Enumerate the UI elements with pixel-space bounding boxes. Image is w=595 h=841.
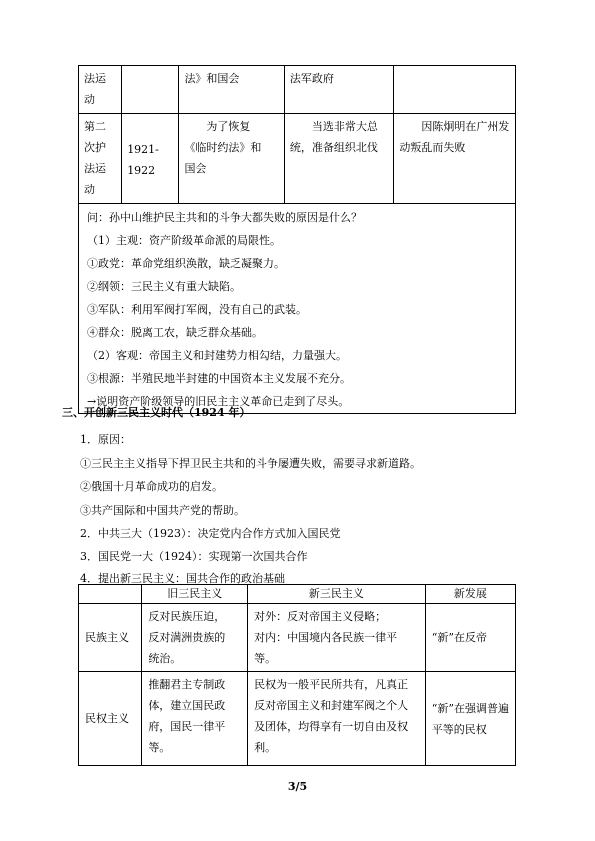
paragraph-line: ③共产国际和中国共产党的帮助。 bbox=[80, 504, 245, 517]
analysis-line: 问：孙中山维护民主共和的斗争大都失败的原因是什么？ bbox=[87, 211, 362, 224]
analysis-line: （1）主观：资产阶级革命派的局限性。 bbox=[87, 234, 281, 247]
new-principle-cell bbox=[248, 672, 426, 766]
cell-line: 反对帝国主义和封建军阀之个人 bbox=[254, 699, 409, 712]
result-cell bbox=[394, 66, 516, 114]
cell-line: 对外：反对帝国主义侵略； bbox=[254, 610, 387, 623]
cell-line: 体，建立国民政 bbox=[148, 699, 226, 712]
cell-line: 法运 bbox=[84, 162, 106, 175]
cell-line: “新”在强调普遍 bbox=[431, 701, 509, 715]
table-row bbox=[79, 114, 516, 204]
cell-line: 因陈炯明在广州发 bbox=[399, 120, 510, 133]
movement-name-cell bbox=[79, 114, 122, 204]
analysis-line: ③根源：半殖民地半封建的中国资本主义发展不充分。 bbox=[87, 372, 351, 385]
table-row bbox=[79, 204, 516, 414]
paragraph-line: ②俄国十月革命成功的启发。 bbox=[80, 480, 223, 493]
result-cell bbox=[394, 114, 516, 204]
cell-line: 为了恢复 bbox=[184, 120, 251, 133]
cell-line: 利。 bbox=[254, 741, 277, 754]
new-principle-cell bbox=[248, 604, 426, 672]
goal-cell bbox=[179, 114, 284, 204]
movement-name-cell bbox=[79, 66, 122, 114]
cell-line: 反对民族压迫， bbox=[148, 610, 226, 623]
cell-line: 对内：中国境内各民族一律平 bbox=[254, 631, 398, 644]
development-cell bbox=[425, 672, 515, 766]
principle-name-cell bbox=[79, 672, 142, 766]
cell-line: 反对满洲贵族的 bbox=[148, 631, 226, 644]
movements-table bbox=[78, 65, 516, 414]
cell-line: 第二 bbox=[84, 120, 106, 133]
analysis-line: ④群众：脱离工农，缺乏群众基础。 bbox=[87, 326, 263, 339]
cell-line: “新”在反帝 bbox=[431, 631, 487, 644]
paragraph-line: ①三民主主义指导下捍卫民主共和的斗争屡遭失败，需要寻求新道路。 bbox=[80, 457, 421, 470]
cell-line: 民权为一般平民所共有，凡真正 bbox=[254, 678, 409, 691]
column-header: 旧三民主义 bbox=[142, 585, 248, 604]
action-cell bbox=[284, 114, 394, 204]
cell-line: 统，准备组织北伐 bbox=[289, 141, 378, 154]
cell-line: 府，国民一律平 bbox=[148, 720, 226, 733]
column-header: 新三民主义 bbox=[248, 585, 426, 604]
cell-line: 动叛乱而失败 bbox=[399, 141, 466, 154]
analysis-line: ①政党：革命党组织涣散，缺乏凝聚力。 bbox=[87, 257, 285, 270]
old-principle-cell bbox=[142, 672, 248, 766]
goal-cell bbox=[179, 66, 284, 114]
cell-line: 统治。 bbox=[148, 652, 182, 665]
table-header-row bbox=[79, 585, 516, 604]
cell-line: 法运 bbox=[84, 72, 106, 85]
old-principle-cell bbox=[142, 604, 248, 672]
cell-line: 等。 bbox=[254, 652, 277, 665]
cell-line: 及团体，均得享有一切自由及权 bbox=[254, 720, 409, 733]
principle-name: 民权主义 bbox=[85, 712, 129, 725]
column-header bbox=[79, 585, 142, 604]
page-number: 3/5 bbox=[287, 780, 308, 793]
cell-line: 1921- bbox=[127, 142, 159, 156]
three-principles-table bbox=[78, 584, 516, 766]
paragraph-line: 2．中共三大（1923）：决定党内合作方式加入国民党 bbox=[80, 527, 341, 540]
table-row bbox=[79, 604, 516, 672]
cell-line: 平等的民权 bbox=[431, 722, 487, 736]
cell-line: 动 bbox=[84, 93, 95, 106]
cell-line: 等。 bbox=[148, 741, 171, 754]
paragraph-line: 4．提出新三民主义：国共合作的政治基础 bbox=[80, 572, 285, 585]
analysis-line: （2）客观：帝国主义和封建势力相勾结，力量强大。 bbox=[87, 349, 347, 362]
cell-line: 动 bbox=[84, 183, 95, 196]
cell-line: 法军政府 bbox=[289, 72, 334, 85]
cell-line: 国会 bbox=[184, 162, 207, 175]
analysis-cell bbox=[79, 204, 516, 414]
period-cell bbox=[122, 114, 179, 204]
cell-line: 推翻君主专制政 bbox=[148, 678, 226, 691]
action-cell bbox=[284, 66, 394, 114]
paragraph-line: 1．原因： bbox=[80, 433, 131, 446]
table-row bbox=[79, 66, 516, 114]
column-header: 新发展 bbox=[425, 585, 515, 604]
paragraph-line: 3．国民党一大（1924）：实现第一次国共合作 bbox=[80, 550, 308, 563]
principle-name-cell bbox=[79, 604, 142, 672]
cell-line: 次护 bbox=[84, 141, 106, 154]
analysis-line: ②纲领：三民主义有重大缺陷。 bbox=[87, 280, 241, 293]
cell-line: 法》和国会 bbox=[184, 72, 240, 85]
principle-name: 民族主义 bbox=[85, 631, 129, 644]
cell-line: 1922 bbox=[127, 163, 156, 177]
development-cell bbox=[425, 604, 515, 672]
analysis-line: →说明资产阶级领导的旧民主主义革命已走到了尽头。 bbox=[87, 395, 350, 408]
period-cell bbox=[122, 66, 179, 114]
cell-line: 《临时约法》和 bbox=[184, 141, 262, 154]
section-heading: 三、开创新三民主义时代（1924 年） bbox=[62, 406, 251, 419]
analysis-line: ③军队：利用军阀打军阀，没有自己的武装。 bbox=[87, 303, 307, 316]
cell-line: 当选非常大总 bbox=[289, 120, 378, 133]
table-row bbox=[79, 672, 516, 766]
